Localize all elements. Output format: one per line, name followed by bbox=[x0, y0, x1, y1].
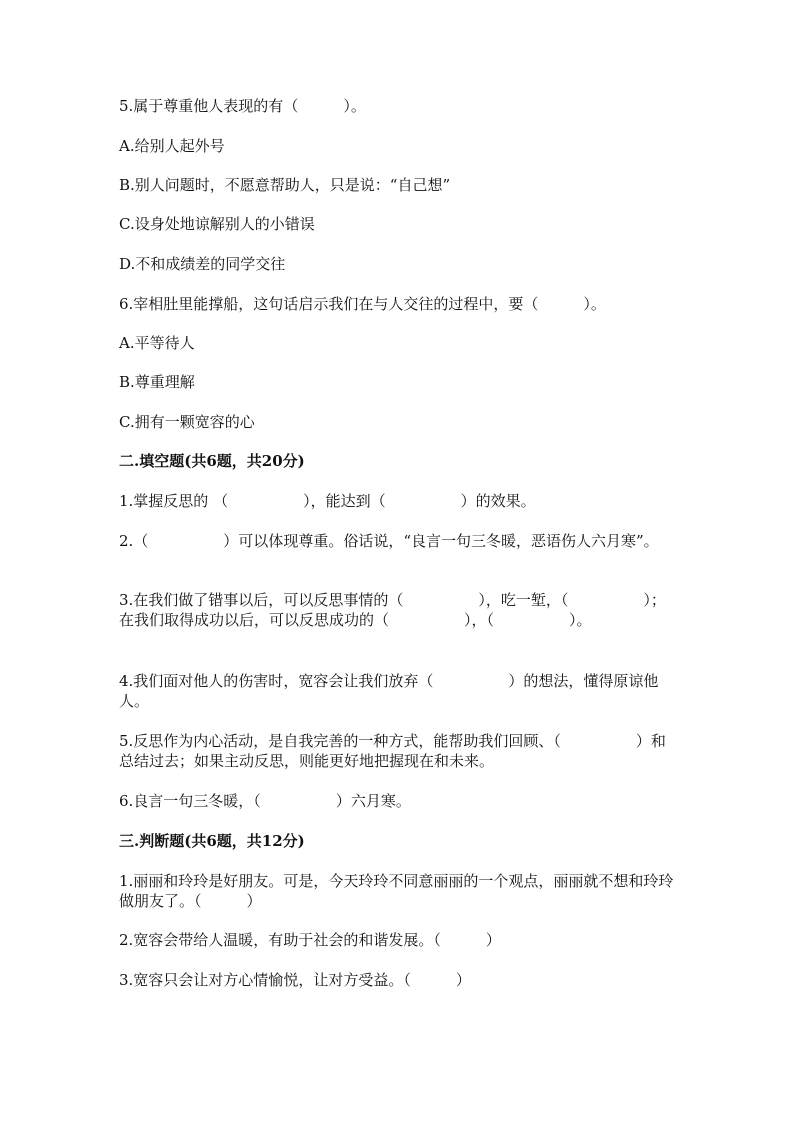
question-5-option-d: D.不和成绩差的同学交往 bbox=[119, 255, 286, 273]
question-5-option-a: A.给别人起外号 bbox=[119, 137, 225, 155]
fill-item-3: 3.在我们做了错事以后，可以反思事情的（ ），吃一堑，（ ）； 在我们取得成功以后，可以反思成功的（ ），（ ）。 bbox=[119, 591, 666, 629]
section-3-heading: 三.判断题(共6题，共12分) bbox=[119, 832, 305, 850]
question-6-stem: 6.宰相肚里能撑船，这句话启示我们在与人交往的过程中，要（ ）。 bbox=[119, 295, 606, 313]
judge-item-1: 1.丽丽和玲玲是好朋友。可是，今天玲玲不同意丽丽的一个观点，丽丽就不想和玲玲做朋友了。（ ） bbox=[119, 872, 674, 910]
question-5-option-b: B.别人问题时，不愿意帮助人，只是说：“自己想” bbox=[119, 176, 451, 194]
fill-item-1: 1.掌握反思的 （ ），能达到（ ）的效果。 bbox=[119, 492, 536, 510]
question-6-option-b: B.尊重理解 bbox=[119, 373, 195, 391]
fill-item-4: 4.我们面对他人的伤害时，宽容会让我们放弃（ ）的想法，懂得原谅他人。 bbox=[119, 672, 659, 710]
section-2-heading: 二.填空题(共6题，共20分) bbox=[119, 452, 305, 470]
question-6-option-c: C.拥有一颗宽容的心 bbox=[119, 413, 255, 431]
fill-item-5: 5.反思作为内心活动，是自我完善的一种方式，能帮助我们回顾、（ ）和总结过去；如果主动反思，则能更好地把握现在和未来。 bbox=[119, 732, 666, 770]
judge-item-2: 2.宽容会带给人温暖，有助于社会的和谐发展。（ ） bbox=[119, 931, 501, 949]
judge-item-3: 3.宽容只会让对方心情愉悦，让对方受益。（ ） bbox=[119, 971, 471, 989]
question-6-option-a: A.平等待人 bbox=[119, 334, 195, 352]
question-5-option-c: C.设身处地谅解别人的小错误 bbox=[119, 215, 315, 233]
fill-item-2: 2.（ ）可以体现尊重。俗话说，“良言一句三冬暖，恶语伤人六月寒”。 bbox=[119, 532, 659, 550]
fill-item-6: 6.良言一句三冬暖，（ ）六月寒。 bbox=[119, 792, 411, 810]
question-5-stem: 5.属于尊重他人表现的有（ ）。 bbox=[119, 97, 366, 115]
